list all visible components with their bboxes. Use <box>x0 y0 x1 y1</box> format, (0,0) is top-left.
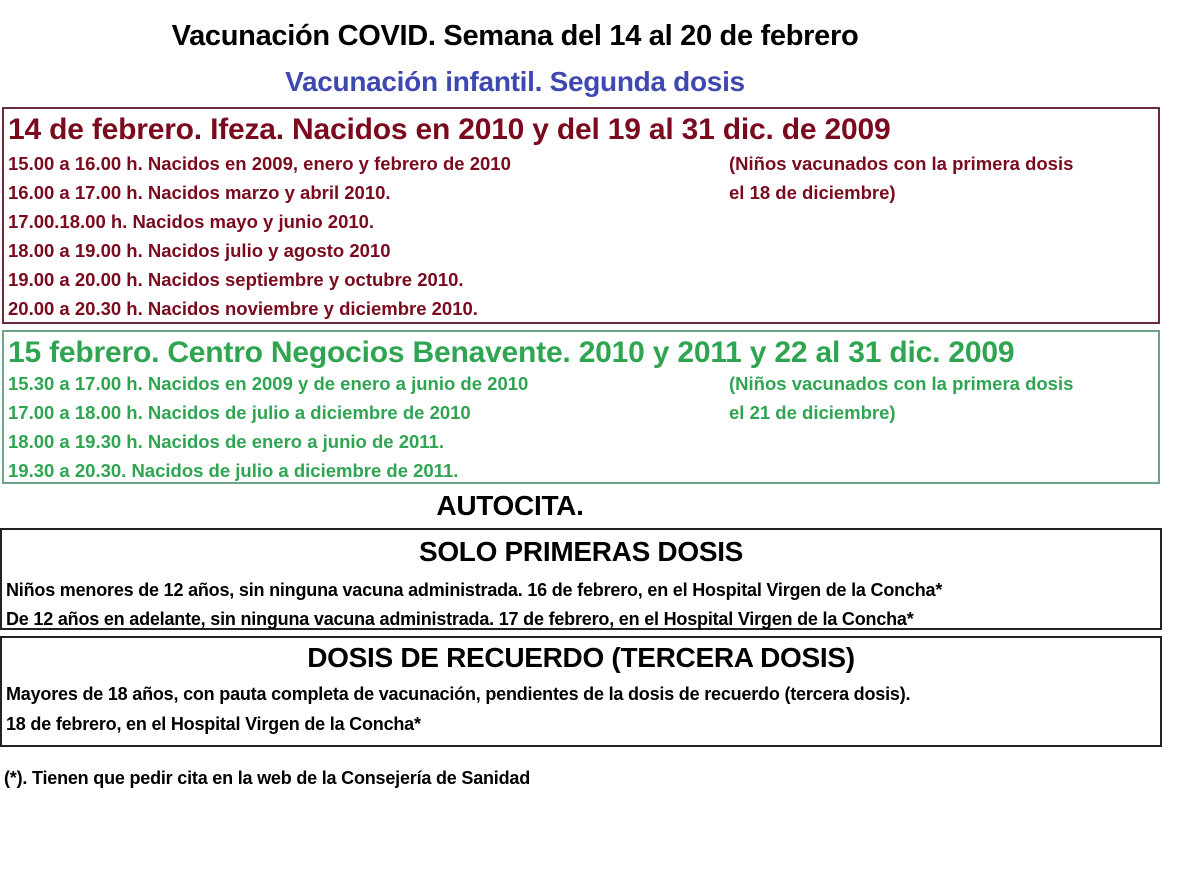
first-doses-section <box>0 528 1162 630</box>
section-heading: 15 febrero. Centro Negocios Benavente. 2010 y 2011 y 22 al 31 dic. 2009 <box>8 336 1015 369</box>
schedule-line: 18.00 a 19.00 h. Nacidos julio y agosto 2010 <box>8 240 391 261</box>
booster-line: 18 de febrero, en el Hospital Virgen de la Concha* <box>6 714 421 734</box>
schedule-line: 20.00 a 20.30 h. Nacidos noviembre y diciembre 2010. <box>8 298 478 319</box>
schedule-line: 19.00 a 20.00 h. Nacidos septiembre y octubre 2010. <box>8 269 464 290</box>
booster-section <box>0 636 1162 747</box>
booster-title: DOSIS DE RECUERDO (TERCERA DOSIS) <box>307 642 855 673</box>
section-note: el 18 de diciembre) <box>729 182 896 203</box>
section-feb15-benavente <box>2 330 1160 484</box>
schedule-line: 18.00 a 19.30 h. Nacidos de enero a junio de 2011. <box>8 431 444 452</box>
autocita-heading: AUTOCITA. <box>436 490 584 521</box>
section-note: (Niños vacunados con la primera dosis <box>729 373 1074 394</box>
schedule-line: 15.30 a 17.00 h. Nacidos en 2009 y de enero a junio de 2010 <box>8 373 529 394</box>
schedule-line: 19.30 a 20.30. Nacidos de julio a diciembre de 2011. <box>8 460 459 481</box>
schedule-line: 17.00.18.00 h. Nacidos mayo y junio 2010. <box>8 211 375 232</box>
page-subtitle: Vacunación infantil. Segunda dosis <box>285 66 745 97</box>
first-doses-title: SOLO PRIMERAS DOSIS <box>418 536 744 567</box>
section-feb14-ifeza <box>2 107 1160 324</box>
first-doses-line: De 12 años en adelante, sin ninguna vacuna administrada. 17 de febrero, en el Hospital Virgen de la Concha* <box>6 609 914 629</box>
section-heading: 14 de febrero. Ifeza. Nacidos en 2010 y del 19 al 31 dic. de 2009 <box>8 113 891 146</box>
booster-line: Mayores de 18 años, con pauta completa de vacunación, pendientes de la dosis de recuerdo (tercera dosis). <box>6 684 911 704</box>
section-note: el 21 de diciembre) <box>729 402 896 423</box>
footnote: (*). Tienen que pedir cita en la web de la Consejería de Sanidad <box>4 768 531 788</box>
first-doses-line: Niños menores de 12 años, sin ninguna vacuna administrada. 16 de febrero, en el Hospital Virgen de la Concha* <box>6 580 943 600</box>
schedule-line: 16.00 a 17.00 h. Nacidos marzo y abril 2010. <box>8 182 391 203</box>
section-note: (Niños vacunados con la primera dosis <box>729 153 1074 174</box>
schedule-line: 17.00 a 18.00 h. Nacidos de julio a diciembre de 2010 <box>8 402 471 423</box>
schedule-line: 15.00 a 16.00 h. Nacidos en 2009, enero y febrero de 2010 <box>8 153 511 174</box>
page-title: Vacunación COVID. Semana del 14 al 20 de febrero <box>171 20 859 52</box>
